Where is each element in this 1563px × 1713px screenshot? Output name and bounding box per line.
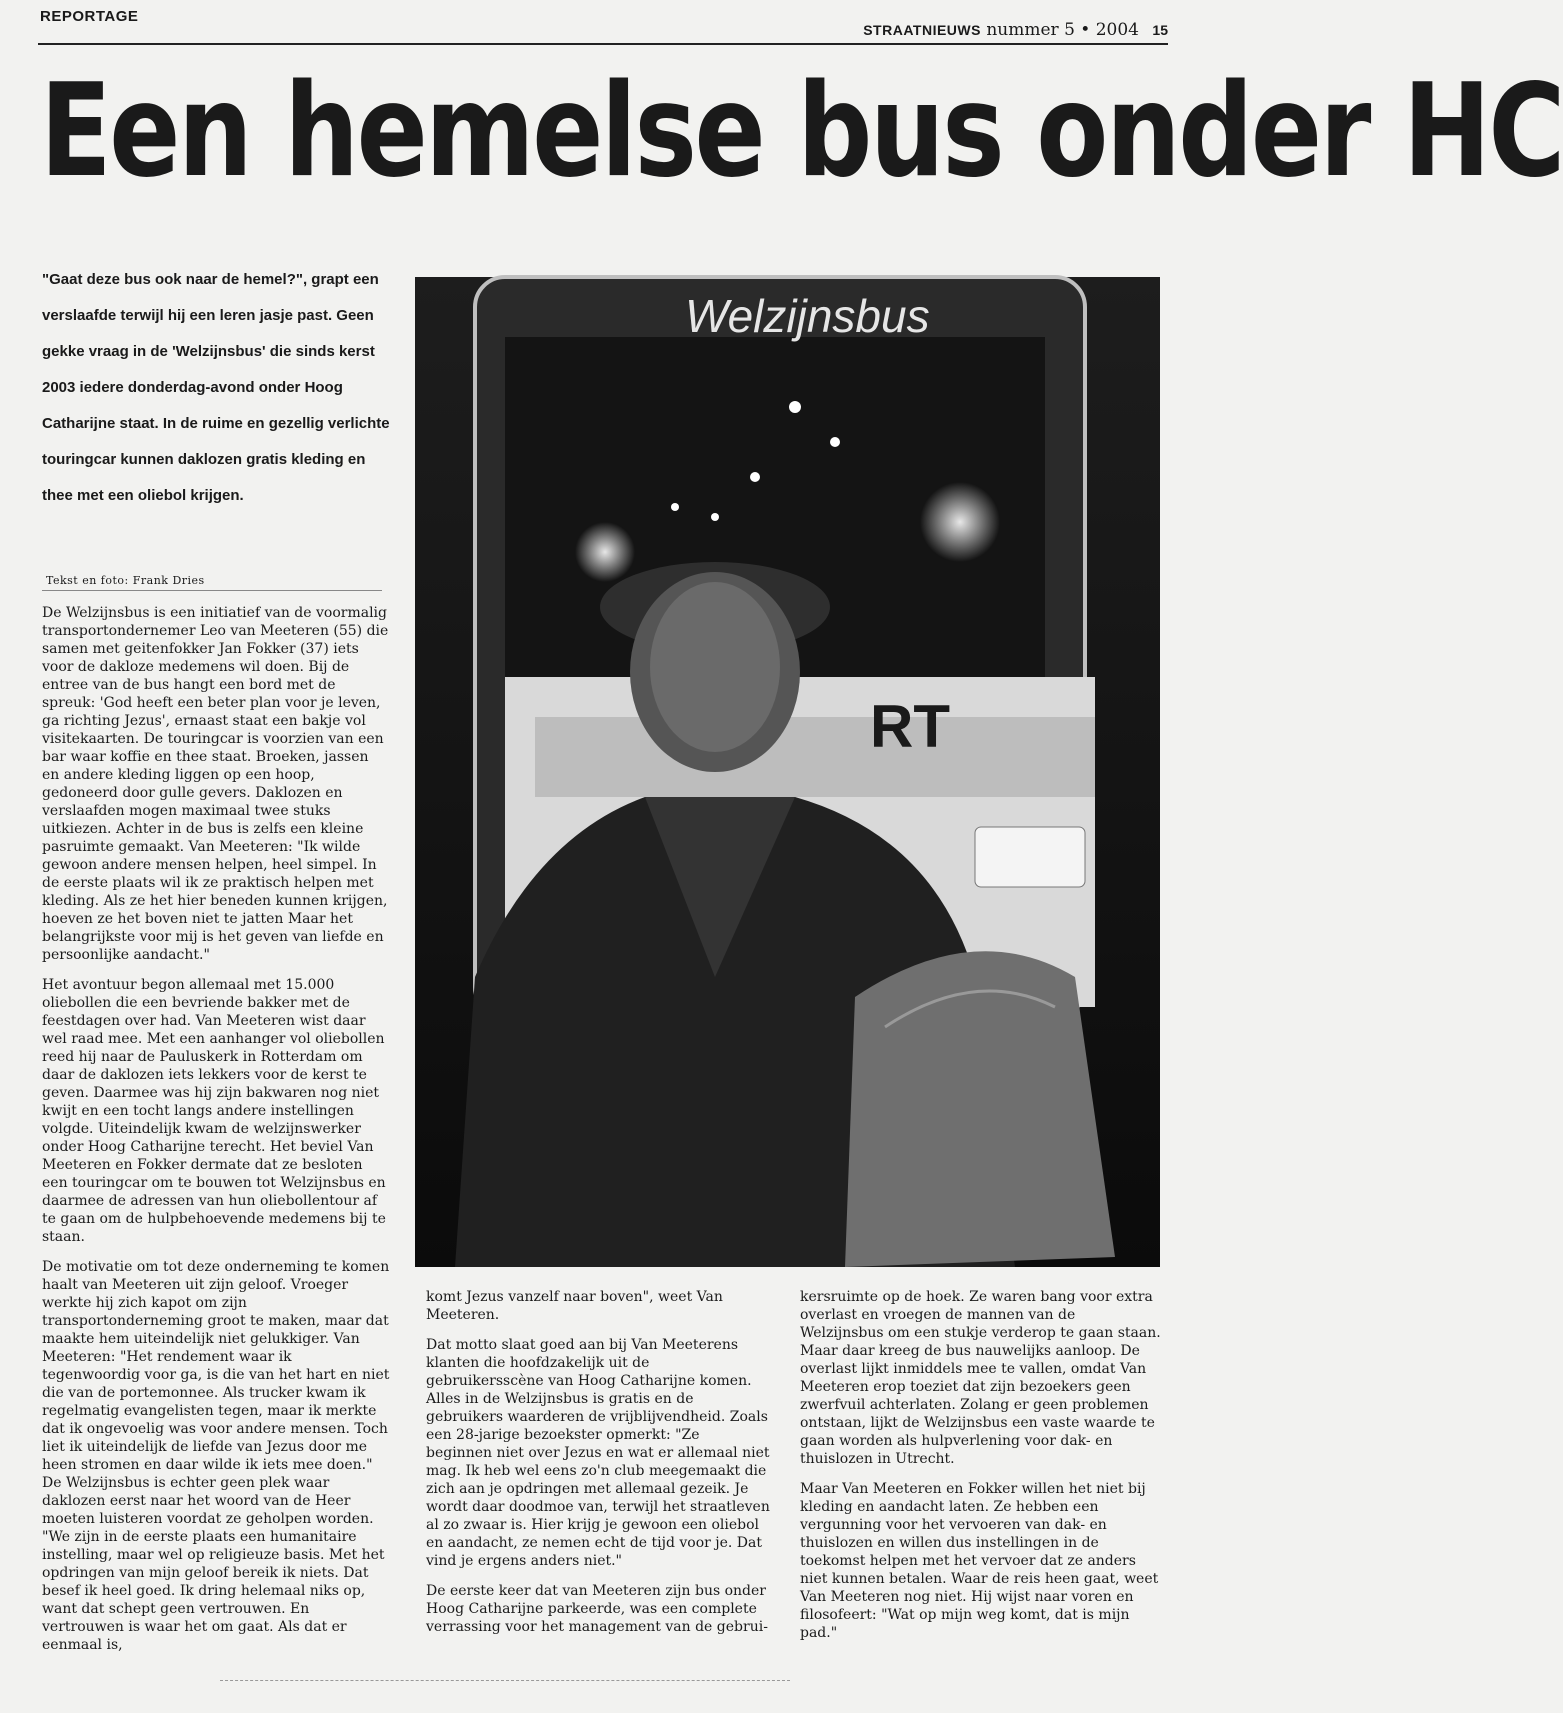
body-paragraph: komt Jezus vanzelf naar boven", weet Van Meeteren. bbox=[426, 1289, 723, 1323]
body-paragraph: De Welzijnsbus is een initiatief van de voormalig transportondernemer Leo van Meeteren (55) die samen met geitenfokker Jan Fokker (37) iets voor de dakloze medemens wil doen. Bij de entree van de bus hangt een bord met de spreuk: 'God heeft een beter plan voor je leven, ga richting Jezus', ernaast staat een bakje vol visitekaarten. De touringcar is voorzien van een bar waar koffie en thee staat. Broeken, jassen en andere kleding liggen op een hoop, gedoneerd door gulle gevers. Daklozen en verslaafden mogen maximaal twee stuks uitkiezen. Achter in de bus is zelfs een kleine pasruimte gemaakt. Van Meeteren: "Ik wilde gewoon andere mensen helpen, heel simpel. In de eerste plaats wil ik ze praktisch helpen met kleding. Als ze het hier beneden kunnen krijgen, hoeven ze het boven niet te jatten Maar het belangrijkste voor mij is het geven van liefde en persoonlijke aandacht." bbox=[42, 605, 389, 963]
body-paragraph: kersruimte op de hoek. Ze waren bang voor extra overlast en vroegen de mannen van de Welzijnsbus om een stukje verderop te gaan staan. Maar daar kreeg de bus nauwelijks aanloop. De overlast lijkt inmiddels mee te vallen, omdat Van Meeteren erop toeziet dat zijn bezoekers geen zwerfvuil achterlaten. Zolang er geen problemen ontstaan, lijkt de Welzijnsbus een vaste waarde te gaan worden als hulpverlening voor dak- en thuislozen in Utrecht. bbox=[800, 1289, 1161, 1467]
article-photo bbox=[415, 277, 1160, 1267]
lead-paragraph: "Gaat deze bus ook naar de hemel?", grapt een verslaafde terwijl hij een leren jasje past. Geen gekke vraag in de 'Welzijnsbus' die sinds kerst 2003 iedere donderdag-avond onder Hoog Catharijne staat. In de ruime en gezellig verlichte touringcar kunnen daklozen gratis kleding en thee met een oliebol krijgen. bbox=[42, 271, 390, 504]
issue-label: nummer 5 • 2004 bbox=[986, 20, 1140, 40]
byline: Tekst en foto: Frank Dries bbox=[46, 574, 205, 587]
body-paragraph: De motivatie om tot deze onderneming te komen haalt van Meeteren uit zijn geloof. Vroeger werkte hij zich kapot om zijn transportonderneming groot te maken, maar dat maakte hem uiteindelijk niet gelukkiger. Van Meeteren: "Het rendement waar ik tegenwoordig voor ga, is die van het hart en niet die van de portemonnee. Als trucker kwam ik regelmatig evangelisten tegen, maar ik merkte dat ik ongevoelig was voor andere mensen. Toch liet ik uiteindelijk de liefde van Jezus door me heen stromen en daar wilde ik iets mee doen." De Welzijnsbus is echter geen plek waar daklozen eerst naar het woord van de Heer moeten luisteren voordat ze geholpen worden. "We zijn in de eerste plaats een humanitaire instelling, maar wel op religieuze basis. Met het opdringen van mijn geloof bereik ik niets. Dat besef ik heel goed. Ik dring helemaal niks op, want dat schept geen vertrouwen. En vertrouwen is waar het om gaat. Als dat er eenmaal is, bbox=[42, 1259, 390, 1653]
headline: Een hemelse bus onder HC bbox=[40, 57, 1563, 206]
page-number: 15 bbox=[1152, 22, 1168, 38]
bus-sign: Welzijnsbus bbox=[685, 290, 930, 342]
section-label: REPORTAGE bbox=[40, 8, 139, 25]
body-paragraph: Het avontuur begon allemaal met 15.000 oliebollen die een bevriende bakker met de feestdagen over had. Van Meeteren wist daar wel raad mee. Met een aanhanger vol oliebollen reed hij naar de Pauluskerk in Rotterdam om daar de daklozen iets lekkers voor de kerst te geven. Daarmee was hij zijn bakwaren nog niet kwijt en een tocht langs andere instellingen volgde. Uiteindelijk kwam de welzijnswerker onder Hoog Catharijne terecht. Het beviel Van Meeteren en Fokker dermate dat ze besloten een touringcar om te bouwen tot Welzijnsbus en daarmee de adressen van hun oliebollentour af te gaan om de hulpbehoevende medemens bij te staan. bbox=[42, 977, 386, 1245]
masthead bbox=[863, 20, 1168, 40]
bus-logo: RT bbox=[870, 693, 950, 760]
article-column-right bbox=[800, 1288, 1162, 1654]
body-paragraph: De eerste keer dat van Meeteren zijn bus onder Hoog Catharijne parkeerde, was een complete verrassing voor het management van de gebrui- bbox=[426, 1583, 768, 1635]
article-column-left bbox=[42, 604, 390, 1666]
photo-illustration bbox=[415, 277, 1160, 1267]
publication-name: STRAATNIEUWS bbox=[863, 22, 981, 38]
footer-rule bbox=[220, 1680, 790, 1681]
article-column-middle bbox=[426, 1288, 770, 1648]
body-paragraph: Dat motto slaat goed aan bij Van Meeterens klanten die hoofdzakelijk uit de gebruikersscène van Hoog Catharijne komen. Alles in de Welzijnsbus is gratis en de gebruikers waarderen de vrijblijvendheid. Zoals een 28-jarige bezoekster opmerkt: "Ze beginnen niet over Jezus en wat er allemaal niet mag. Ik heb wel eens zo'n club meegemaakt die zich aan je opdringen met allemaal gezeik. Je wordt daar doodmoe van, terwijl het straatleven al zo zwaar is. Hier krijg je gewoon een oliebol en aandacht, ze nemen echt de tijd voor je. Dat vind je ergens anders niet." bbox=[426, 1337, 770, 1569]
header-rule bbox=[38, 43, 1168, 45]
byline-rule bbox=[42, 590, 382, 591]
body-paragraph: Maar Van Meeteren en Fokker willen het niet bij kleding en aandacht laten. Ze hebben een vergunning voor het vervoeren van dak- en thuislozen en willen dus instellingen in de toekomst helpen met het vervoer dat ze anders niet kunnen betalen. Waar de reis heen gaat, weet Van Meeteren nog niet. Hij wijst naar voren en filosofeert: "Wat op mijn weg komt, dat is mijn pad." bbox=[800, 1481, 1159, 1641]
